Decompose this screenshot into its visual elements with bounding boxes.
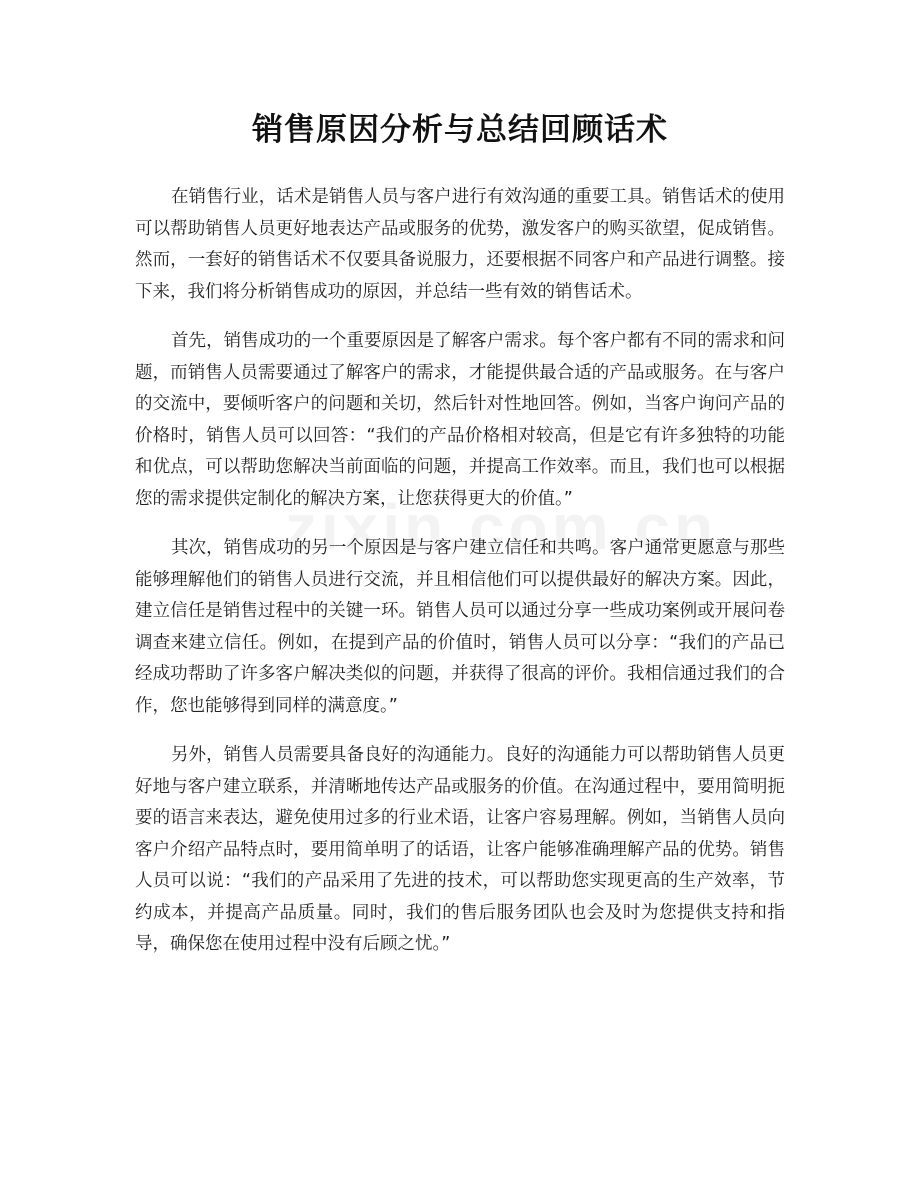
paragraph-communication: 另外，销售人员需要具备良好的沟通能力。良好的沟通能力可以帮助销售人员更好地与客户建立联系，并清晰地传达产品或服务的价值。在沟通过程中，要用简明扼要的语言来表达，避免使用过多的行业术语，让客户容易理解。例如，当销售人员向客户介绍产品特点时，要用简单明了的话语，让客户能够准确理解产品的优势。销售人员可以说：“我们的产品采用了先进的技术，可以帮助您实现更高的生产效率，节约成本，并提高产品质量。同时，我们的售后服务团队也会及时为您提供支持和指导，确保您在使用过程中没有后顾之忧。” — [135, 745, 785, 954]
document-title: 销售原因分析与总结回顾话术 — [252, 112, 668, 148]
paragraph-intro: 在销售行业，话术是销售人员与客户进行有效沟通的重要工具。销售话术的使用可以帮助销售人员更好地表达产品或服务的优势，激发客户的购买欲望，促成销售。然而，一套好的销售话术不仅要具备说服力，还要根据不同客户和产品进行调整。接下来，我们将分析销售成功的原因，并总结一些有效的销售话术。 — [135, 187, 785, 302]
paragraph-customer-needs: 首先，销售成功的一个重要原因是了解客户需求。每个客户都有不同的需求和问题，而销售人员需要通过了解客户的需求，才能提供最合适的产品或服务。在与客户的交流中，要倾听客户的问题和关切，然后针对性地回答。例如，当客户询问产品的价格时，销售人员可以回答：“我们的产品价格相对较高，但是它有许多独特的功能和优点，可以帮助您解决当前面临的问题，并提高工作效率。而且，我们也可以根据您的需求提供定制化的解决方案，让您获得更大的价值。” — [135, 331, 785, 509]
document-body — [135, 182, 785, 979]
paragraph-trust: 其次，销售成功的另一个原因是与客户建立信任和共鸣。客户通常更愿意与那些能够理解他们的销售人员进行交流，并且相信他们可以提供最好的解决方案。因此，建立信任是销售过程中的关键一环。销售人员可以通过分享一些成功案例或开展问卷调查来建立信任。例如，在提到产品的价值时，销售人员可以分享：“我们的产品已经成功帮助了许多客户解决类似的问题，并获得了很高的评价。我相信通过我们的合作，您也能够得到同样的满意度。” — [135, 538, 785, 716]
